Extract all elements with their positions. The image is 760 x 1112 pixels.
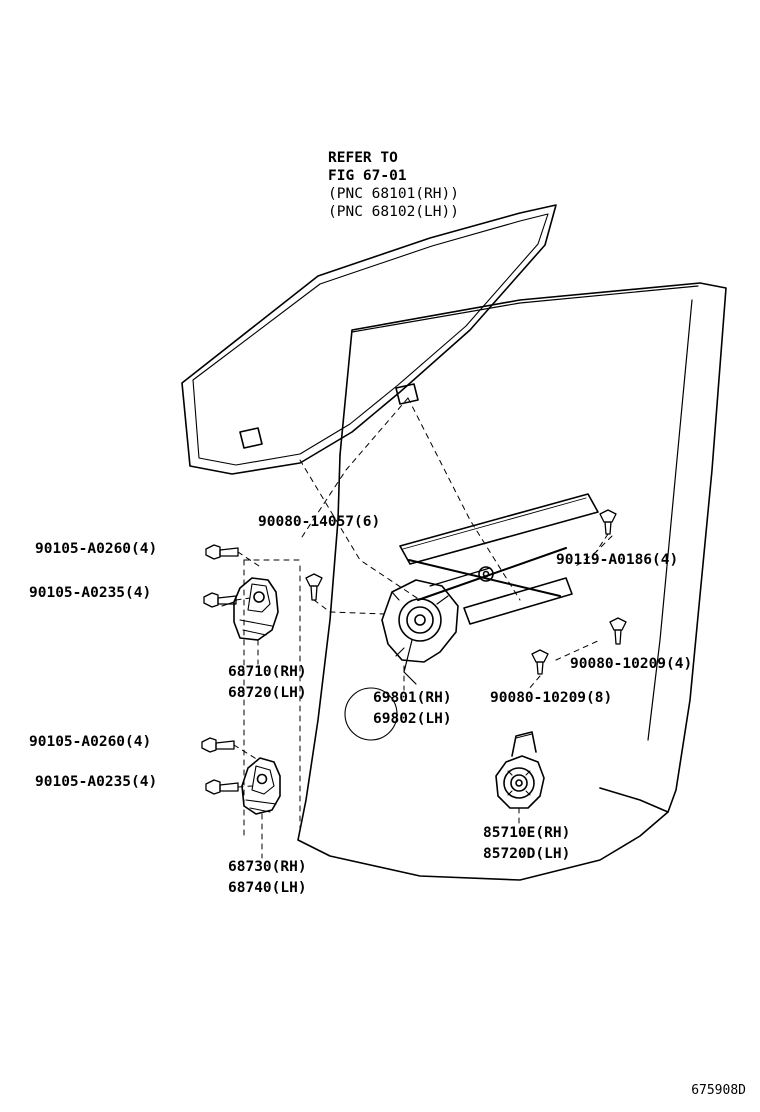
part-label-90105-a0235-top: 90105-A0235(4) (29, 585, 152, 601)
screw-90080-10209-8 (532, 650, 548, 674)
figure-code: 675908D (691, 1083, 746, 1098)
part-label-90080-14057: 90080-14057(6) (258, 514, 381, 530)
part-label-68730-rh: 68730(RH) (228, 859, 307, 875)
bolt-90105-a0260-top (206, 545, 238, 559)
part-label-69801-rh: 69801(RH) (373, 690, 452, 706)
bolt-90105-a0235-bottom (206, 780, 238, 794)
refer-to-line-1: REFER TO (328, 150, 398, 166)
door-hinge-upper (222, 578, 278, 640)
bolt-90119-a0186 (600, 510, 616, 534)
part-label-85720d-lh: 85720D(LH) (483, 846, 571, 862)
screw-90080-10209-4 (610, 618, 626, 644)
part-label-69802-lh: 69802(LH) (373, 711, 452, 727)
part-label-90105-a0260-bottom: 90105-A0260(4) (29, 734, 152, 750)
door-panel-outline (298, 283, 726, 880)
part-label-90105-a0235-bottom: 90105-A0235(4) (35, 774, 158, 790)
part-label-90105-a0260-top: 90105-A0260(4) (35, 541, 158, 557)
bolt-90105-a0235-top (204, 593, 236, 607)
part-label-68740-lh: 68740(LH) (228, 880, 307, 896)
part-label-90119-a0186: 90119-A0186(4) (556, 552, 679, 568)
refer-to-line-4: (PNC 68102(LH)) (328, 204, 459, 220)
part-label-68710-rh: 68710(RH) (228, 664, 307, 680)
refer-to-line-2: FIG 67-01 (328, 168, 407, 184)
refer-to-line-3: (PNC 68101(RH)) (328, 186, 459, 202)
bolt-90105-a0260-bottom (202, 738, 234, 752)
leader-lines (234, 398, 612, 858)
part-label-68720-lh: 68720(LH) (228, 685, 307, 701)
power-window-motor (496, 732, 544, 808)
part-label-85710e-rh: 85710E(RH) (483, 825, 571, 841)
door-glass (182, 205, 556, 474)
screw-90080-14057 (306, 574, 322, 600)
part-label-90080-10209-8: 90080-10209(8) (490, 690, 613, 706)
part-label-90080-10209-4: 90080-10209(4) (570, 656, 693, 672)
